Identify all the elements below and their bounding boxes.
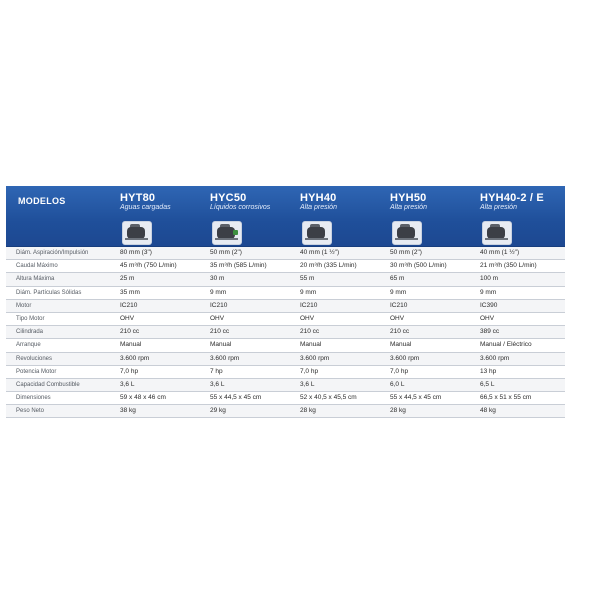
spec-value: OHV: [390, 314, 405, 322]
spec-value: 3.600 rpm: [210, 354, 240, 362]
table-row: [6, 287, 565, 300]
spec-value: 55 m: [300, 275, 315, 283]
spec-value: 35 m³/h (585 L/min): [210, 262, 267, 270]
table-row: [6, 247, 565, 260]
spec-value: 21 m³/h (350 L/min): [480, 262, 537, 270]
spec-value: 7,0 hp: [120, 367, 139, 375]
spec-value: 6,0 L: [390, 380, 405, 388]
spec-value: 30 m: [210, 275, 225, 283]
table-row: [6, 260, 565, 273]
spec-value: 38 kg: [120, 407, 136, 415]
spec-value: IC390: [480, 301, 498, 309]
spec-value: 3.600 rpm: [390, 354, 420, 362]
model-hyh40-2-e: [480, 192, 568, 212]
spec-value: 3.600 rpm: [480, 354, 510, 362]
row-label: Dimensiones: [16, 395, 51, 402]
spec-value: 40 mm (1 ½"): [480, 249, 520, 256]
spec-value: 100 m: [480, 275, 499, 283]
spec-value: 35 mm: [120, 288, 140, 296]
spec-value: 3,6 L: [210, 380, 225, 388]
model-subtitle: Alta presión: [300, 204, 337, 211]
table-row: [6, 366, 565, 379]
spec-value: 30 m³/h (500 L/min): [390, 262, 447, 270]
spec-value: 55 x 44,5 x 45 cm: [390, 394, 442, 402]
spec-rows: [6, 247, 565, 418]
spec-value: 80 mm (3"): [120, 249, 152, 256]
spec-value: Manual: [210, 341, 232, 349]
table-row: [6, 273, 565, 286]
spec-value: 50 mm (2"): [210, 249, 242, 256]
spec-value: 3,6 L: [300, 380, 315, 388]
spec-value: 13 hp: [480, 367, 497, 375]
table-row: [6, 339, 565, 352]
model-hyc50: [210, 192, 298, 212]
spec-value: Manual: [390, 341, 412, 349]
pump-image-icon: [122, 221, 152, 245]
spec-value: 40 mm (1 ½"): [300, 249, 340, 256]
spec-value: 65 m: [390, 275, 405, 283]
model-subtitle: Alta presión: [480, 204, 517, 211]
spec-value: 9 mm: [480, 288, 497, 296]
row-label: Cilindrada: [16, 329, 44, 336]
model-name: HYC50: [210, 192, 247, 204]
table-row: [6, 379, 565, 392]
row-label: Caudal Máximo: [16, 263, 58, 270]
model-name: HYH40: [300, 192, 337, 204]
row-label: Altura Máxima: [16, 276, 55, 283]
spec-value: 3,6 L: [120, 380, 135, 388]
model-hyh50: [390, 192, 478, 212]
spec-value: 210 cc: [300, 328, 320, 336]
row-label: Potencia Motor: [16, 368, 57, 375]
model-subtitle: Líquidos corrosivos: [210, 204, 271, 211]
model-hyh40: [300, 192, 388, 212]
row-label: Tipo Motor: [16, 315, 45, 322]
spec-value: 210 cc: [120, 328, 140, 336]
spec-value: 9 mm: [210, 288, 227, 296]
row-label: Capacidad Combustible: [16, 381, 80, 388]
row-label: Diám. Aspiración/Impulsión: [16, 250, 89, 256]
model-subtitle: Aguas cargadas: [120, 204, 171, 211]
spec-value: 28 kg: [300, 407, 316, 415]
spec-value: 6,5 L: [480, 380, 495, 388]
spec-value: 389 cc: [480, 328, 500, 336]
row-label: Peso Neto: [16, 408, 45, 415]
spec-value: IC210: [300, 301, 318, 309]
spec-value: 29 kg: [210, 407, 226, 415]
spec-value: OHV: [120, 314, 135, 322]
table-row: [6, 392, 565, 405]
spec-value: 7,0 hp: [390, 367, 409, 375]
model-subtitle: Alta presión: [390, 204, 427, 211]
table-row: [6, 326, 565, 339]
spec-value: 20 m³/h (335 L/min): [300, 262, 357, 270]
spec-value: 3.600 rpm: [300, 354, 330, 362]
table-row: [6, 353, 565, 366]
row-label: Arranque: [16, 342, 41, 349]
spec-value: Manual / Eléctrico: [480, 341, 532, 349]
spec-value: IC210: [390, 301, 408, 309]
spec-value: 210 cc: [390, 328, 410, 336]
spec-value: 50 mm (2"): [390, 249, 422, 256]
pump-image-icon: [302, 221, 332, 245]
pump-image-icon: [482, 221, 512, 245]
spec-value: 210 cc: [210, 328, 230, 336]
spec-value: 25 m: [120, 275, 135, 283]
spec-value: 48 kg: [480, 407, 496, 415]
table-header: [6, 186, 565, 247]
model-hyt80: [120, 192, 208, 212]
spec-value: 52 x 40,5 x 45,5 cm: [300, 394, 357, 402]
spec-value: 66,5 x 51 x 55 cm: [480, 394, 532, 402]
table-row: [6, 313, 565, 326]
spec-value: 9 mm: [300, 288, 317, 296]
spec-value: OHV: [300, 314, 315, 322]
spec-value: IC210: [120, 301, 138, 309]
table-row: [6, 300, 565, 313]
model-name: HYT80: [120, 192, 156, 204]
model-name: HYH50: [390, 192, 427, 204]
spec-value: 28 kg: [390, 407, 406, 415]
spec-value: Manual: [120, 341, 142, 349]
spec-value: IC210: [210, 301, 228, 309]
row-label: Diám. Partículas Sólidas: [16, 289, 82, 296]
spec-value: 3.600 rpm: [120, 354, 150, 362]
spec-value: 7 hp: [210, 367, 223, 375]
spec-value: Manual: [300, 341, 322, 349]
spec-value: OHV: [480, 314, 495, 322]
spec-value: 45 m³/h (750 L/min): [120, 262, 177, 270]
pump-image-icon: [392, 221, 422, 245]
table-row: [6, 405, 565, 418]
spec-value: OHV: [210, 314, 225, 322]
models-header-label: MODELOS: [18, 196, 66, 206]
spec-value: 7,0 hp: [300, 367, 319, 375]
model-name: HYH40-2 / E: [480, 192, 544, 204]
spec-value: 55 x 44,5 x 45 cm: [210, 394, 262, 402]
spec-table: [6, 186, 565, 418]
pump-image-icon: [212, 221, 242, 245]
row-label: Revoluciones: [16, 355, 53, 362]
spec-value: 9 mm: [390, 288, 407, 296]
spec-value: 59 x 48 x 46 cm: [120, 394, 166, 402]
row-label: Motor: [16, 302, 32, 309]
